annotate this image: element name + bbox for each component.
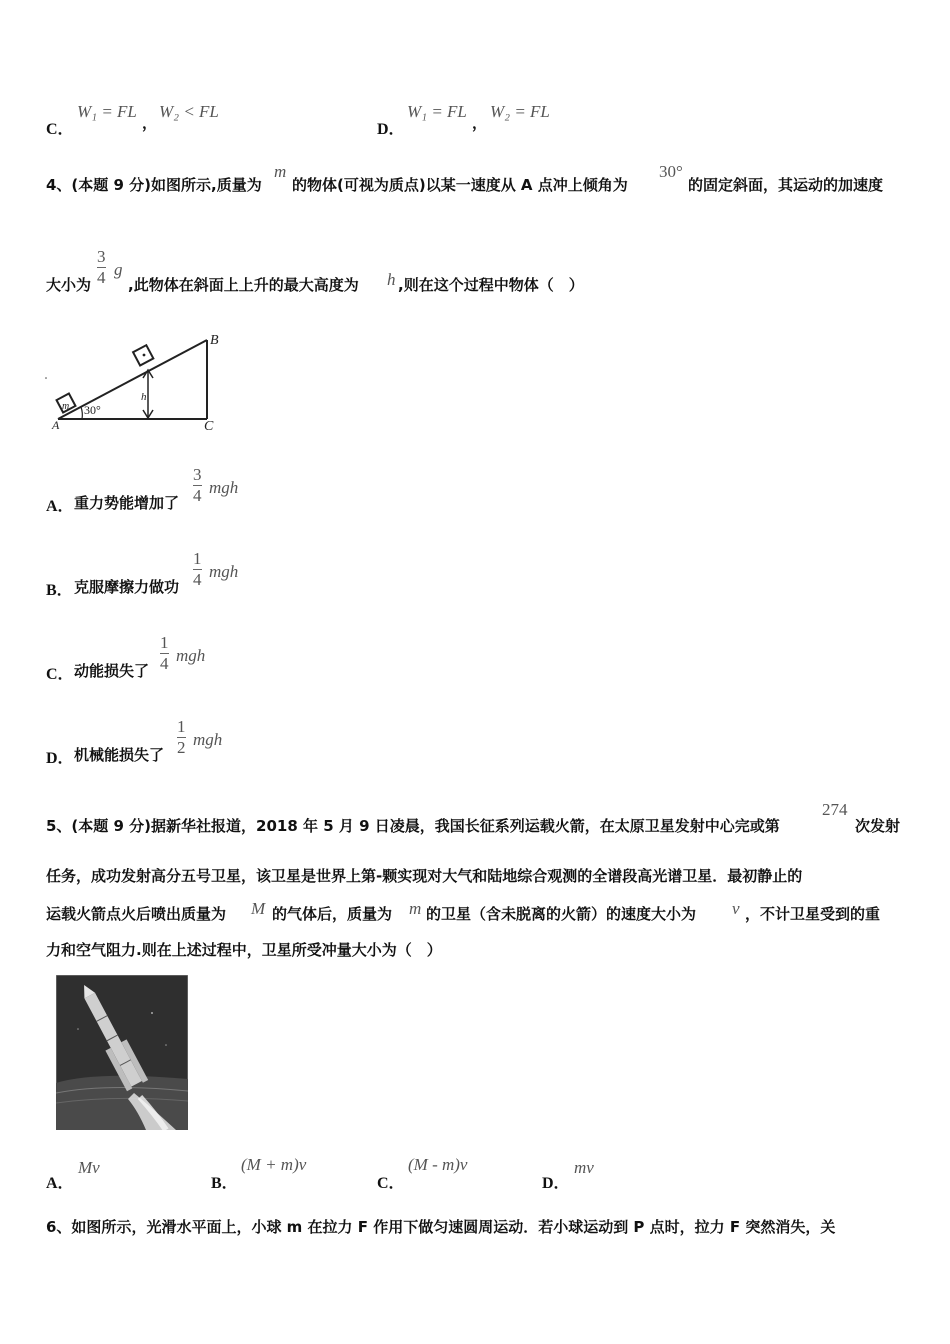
q4-mass-symbol: m: [274, 162, 287, 181]
q4-acceleration-g: g: [114, 260, 123, 279]
q5-option-b-label: B．: [211, 1175, 238, 1192]
q5-stem-part5: 的卫星（含未脱离的火箭）的速度大小为: [426, 905, 697, 923]
q4-option-a-fraction: [193, 466, 202, 505]
q5-option-c-expr: (M - m)v: [408, 1155, 468, 1174]
q4-stem-part2: 的物体(可视为质点)以某一速度从 A 点冲上倾角为: [292, 176, 628, 194]
q4-incline-figure: [44, 326, 229, 434]
figure-label-b: B: [210, 333, 219, 348]
q4-option-c-expr: mgh: [176, 646, 206, 665]
q5-stem-part6: ，不计卫星受到的重: [745, 905, 881, 923]
q5-option-d-expr: mv: [574, 1158, 594, 1177]
q5-rocket-photo: [56, 975, 188, 1130]
fraction-denominator: 2: [177, 738, 186, 757]
q4-option-b-expr: mgh: [209, 562, 239, 581]
q4-option-b-label: B．: [46, 582, 73, 599]
q5-option-b-expr: (M + m)v: [241, 1155, 307, 1174]
q3-option-c-w2: W₂ < FL: [159, 102, 219, 121]
q5-option-a-expr: Mv: [78, 1158, 100, 1177]
figure-label-h: h: [141, 391, 147, 403]
q5-option-d-label: D．: [542, 1175, 570, 1192]
q4-option-d-expr: mgh: [193, 730, 223, 749]
fraction-numerator: 1: [177, 717, 186, 736]
q4-stem-part5: ,此物体在斜面上上升的最大高度为: [128, 276, 359, 294]
q4-stem-part4: 大小为: [46, 276, 92, 294]
q4-option-a-expr: mgh: [209, 478, 239, 497]
q5-option-c-label: C．: [377, 1175, 405, 1192]
q5-stem-part1: 5、(本题 9 分)据新华社报道，2018 年 5 月 9 日凌晨，我国长征系列运载火箭，在太原卫星发射中心完或第: [46, 817, 780, 835]
figure-label-c: C: [204, 419, 214, 434]
q5-satellite-mass-symbol: m: [409, 899, 422, 918]
q5-stem-part4: 的气体后，质量为: [272, 905, 393, 923]
q4-option-d-fraction: [177, 718, 186, 757]
q4-option-d-label: D．: [46, 750, 74, 767]
q4-acceleration-denominator: 4: [97, 268, 106, 287]
q3-option-d-separator: ，: [472, 114, 488, 132]
q6-stem-line1: 6、如图所示，光滑水平面上，小球 m 在拉力 F 作用下做匀速圆周运动．若小球运动到 P 点时，拉力 F 突然消失，关: [46, 1218, 836, 1236]
q4-option-a-label: A．: [46, 498, 74, 515]
q4-height-symbol: h: [387, 270, 396, 289]
q5-stem-line4: 力和空气阻力.则在上述过程中，卫星所受冲量大小为（ ）: [46, 941, 442, 959]
q4-option-c-label: C．: [46, 666, 74, 683]
fraction-numerator: 1: [160, 633, 169, 652]
q5-stem-part3: 运载火箭点火后喷出质量为: [46, 905, 227, 923]
figure-label-angle: 30°: [84, 403, 101, 417]
fraction-denominator: 4: [193, 570, 202, 589]
q5-gas-mass-symbol: M: [251, 899, 266, 918]
q5-stem-line2: 任务，成功发射高分五号卫星，该卫星是世界上第-颗实现对大气和陆地综合观测的全谱段高光谱卫星．最初静止的: [46, 867, 803, 885]
q3-option-d-w2: W₂ = FL: [490, 102, 550, 121]
q4-acceleration-fraction: [97, 248, 106, 287]
q4-option-d-text: 机械能损失了: [74, 746, 165, 764]
q3-option-c-w1: W₁ = FL: [77, 102, 137, 121]
q4-stem-part1: 4、(本题 9 分)如图所示,质量为: [46, 176, 262, 194]
q4-option-c-fraction: [160, 634, 169, 673]
fraction-denominator: 4: [160, 654, 169, 673]
q5-stem-part2: 次发射: [855, 817, 901, 835]
figure-speck: [45, 377, 47, 379]
figure-label-a: A: [52, 418, 60, 432]
q4-acceleration-numerator: 3: [97, 247, 106, 266]
q4-stem-part6: ,则在这个过程中物体（ ）: [398, 276, 584, 294]
q4-stem-part3: 的固定斜面，其运动的加速度: [688, 176, 884, 194]
q4-angle-value: 30°: [659, 162, 683, 181]
q4-option-b-fraction: [193, 550, 202, 589]
q4-option-a-text: 重力势能增加了: [74, 494, 180, 512]
q3-option-d-w1: W₁ = FL: [407, 102, 467, 121]
fraction-numerator: 1: [193, 549, 202, 568]
q5-launch-count: 274: [822, 800, 848, 819]
q4-option-c-text: 动能损失了: [74, 662, 150, 680]
angle-arc: [81, 407, 82, 419]
figure-label-m: m: [62, 401, 70, 412]
q3-option-c-label: C．: [46, 121, 74, 138]
q5-option-a-label: A．: [46, 1175, 74, 1192]
fraction-denominator: 4: [193, 486, 202, 505]
q5-velocity-symbol: v: [732, 899, 740, 918]
q4-option-b-text: 克服摩擦力做功: [74, 578, 180, 596]
fraction-numerator: 3: [193, 465, 202, 484]
q3-option-d-label: D．: [377, 121, 405, 138]
block-top-dot: [143, 354, 146, 357]
q3-option-c-separator: ，: [142, 114, 158, 132]
